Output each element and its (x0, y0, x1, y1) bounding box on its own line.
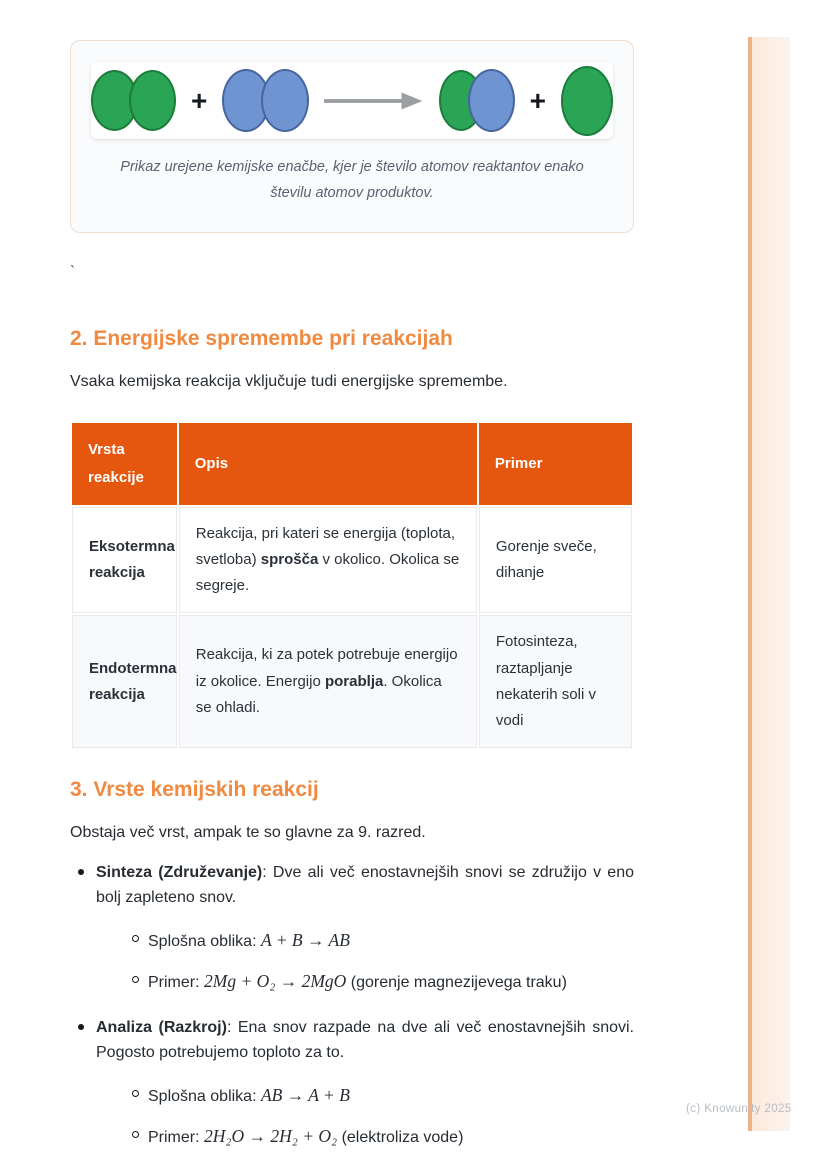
molecule-diagram (91, 62, 613, 139)
blue-atom-icon (261, 69, 309, 132)
table-row (72, 507, 632, 614)
description-text: Reakcija, ki za potek potrebuje energijo iz okolice. Energijo (195, 646, 458, 690)
sublist-item-text (148, 969, 634, 995)
green-blue-molecule-icon (439, 69, 515, 132)
stray-backtick: ` (70, 263, 75, 280)
figure-balanced-equation (70, 40, 634, 233)
formula-math: AB → A + B (260, 1085, 350, 1106)
reaction-energy-table (70, 421, 634, 750)
section-3-heading: 3. Vrste kemijskih reakcij (70, 778, 319, 802)
cell-example: Fotosinteza, raztapljanje nekaterih soli v vodi (479, 615, 632, 748)
cell-reaction-type: Eksotermna reakcija (72, 507, 177, 614)
cell-description (179, 615, 477, 748)
blue-diatomic-molecule-icon (222, 69, 309, 132)
formula-math: 2Mg + O₂ → 2MgO (204, 971, 347, 992)
column-header-vrsta: Vrsta reakcije (72, 423, 177, 505)
sublist-item (96, 1124, 634, 1150)
circle-bullet-icon (132, 976, 139, 983)
plus-icon: + (191, 84, 208, 116)
formula-math: A + B → AB (260, 930, 350, 951)
list-item-text (96, 1015, 634, 1065)
reaction-types-list (70, 860, 634, 1150)
formula-tail: (elektroliza vode) (337, 1129, 464, 1147)
circle-bullet-icon (132, 1131, 139, 1138)
copyright-watermark: (c) Knowunity 2025 (686, 1103, 792, 1115)
table-row (72, 615, 632, 748)
page-edge-stripe (748, 37, 790, 1131)
column-header-opis: Opis (179, 423, 477, 505)
green-atom-icon (129, 70, 176, 131)
term-description: : Ena snov razpade na dve ali več enostavnejših snovi. Pogosto potrebujemo toploto za to. (96, 1019, 634, 1062)
circle-bullet-icon (132, 935, 139, 942)
table-header-row (72, 423, 632, 505)
green-diatomic-molecule-icon (91, 70, 176, 131)
sublist-item (96, 1083, 634, 1109)
sublist (96, 928, 634, 995)
formula-label: Splošna oblika: (148, 1088, 261, 1106)
column-header-primer: Primer (479, 423, 632, 505)
section-2-intro: Vsaka kemijska reakcija vključuje tudi energijske spremembe. (70, 373, 508, 390)
bullet-icon (78, 1024, 84, 1030)
sublist-item-text (148, 1083, 634, 1109)
list-item-sinteza (70, 860, 634, 995)
formula-label: Splošna oblika: (148, 933, 261, 951)
circle-bullet-icon (132, 1090, 139, 1097)
document-content (70, 40, 634, 1150)
sublist-item-text (148, 1124, 634, 1150)
formula-label: Primer: (148, 1129, 204, 1147)
cell-reaction-type: Endotermna reakcija (72, 615, 177, 748)
cell-example: Gorenje sveče, dihanje (479, 507, 632, 614)
sublist-item (96, 969, 634, 995)
formula-tail: (gorenje magnezijevega traku) (346, 974, 567, 992)
bullet-icon (78, 869, 84, 875)
plus-icon: + (529, 84, 546, 116)
description-text: v okolico. Okolica se segreje. (195, 550, 460, 594)
formula-math: 2H₂O → 2H₂ + O₂ (204, 1126, 338, 1147)
blue-atom-icon (468, 69, 515, 132)
figure-caption: Prikaz urejene kemijske enačbe, kjer je število atomov reaktantov enako številu atomov produktov. (120, 159, 584, 202)
arrow-right-icon (324, 88, 423, 114)
description-text: Reakcija, pri kateri se energija (toplota, svetloba) (195, 524, 456, 568)
formula-label: Primer: (148, 974, 204, 992)
description-bold: sprošča (260, 550, 319, 568)
section-3-intro: Obstaja več vrst, ampak te so glavne za 9. razred. (70, 824, 426, 842)
term-bold: Analiza (Razkroj) (96, 1019, 227, 1037)
list-item-analiza (70, 1015, 634, 1150)
sublist (96, 1083, 634, 1150)
description-bold: porablja (324, 672, 384, 690)
sublist-item (96, 928, 634, 954)
term-bold: Sinteza (Združevanje) (96, 864, 263, 882)
green-atom-icon (561, 66, 613, 136)
list-item-text (96, 860, 634, 910)
sublist-item-text (148, 928, 634, 954)
section-2-heading: 2. Energijske spremembe pri reakcijah (70, 327, 453, 350)
term-description: : Dve ali več enostavnejših snovi se združijo v eno bolj zapleteno snov. (96, 864, 635, 907)
cell-description (179, 507, 477, 614)
description-text: . Okolica se ohladi. (195, 672, 442, 716)
